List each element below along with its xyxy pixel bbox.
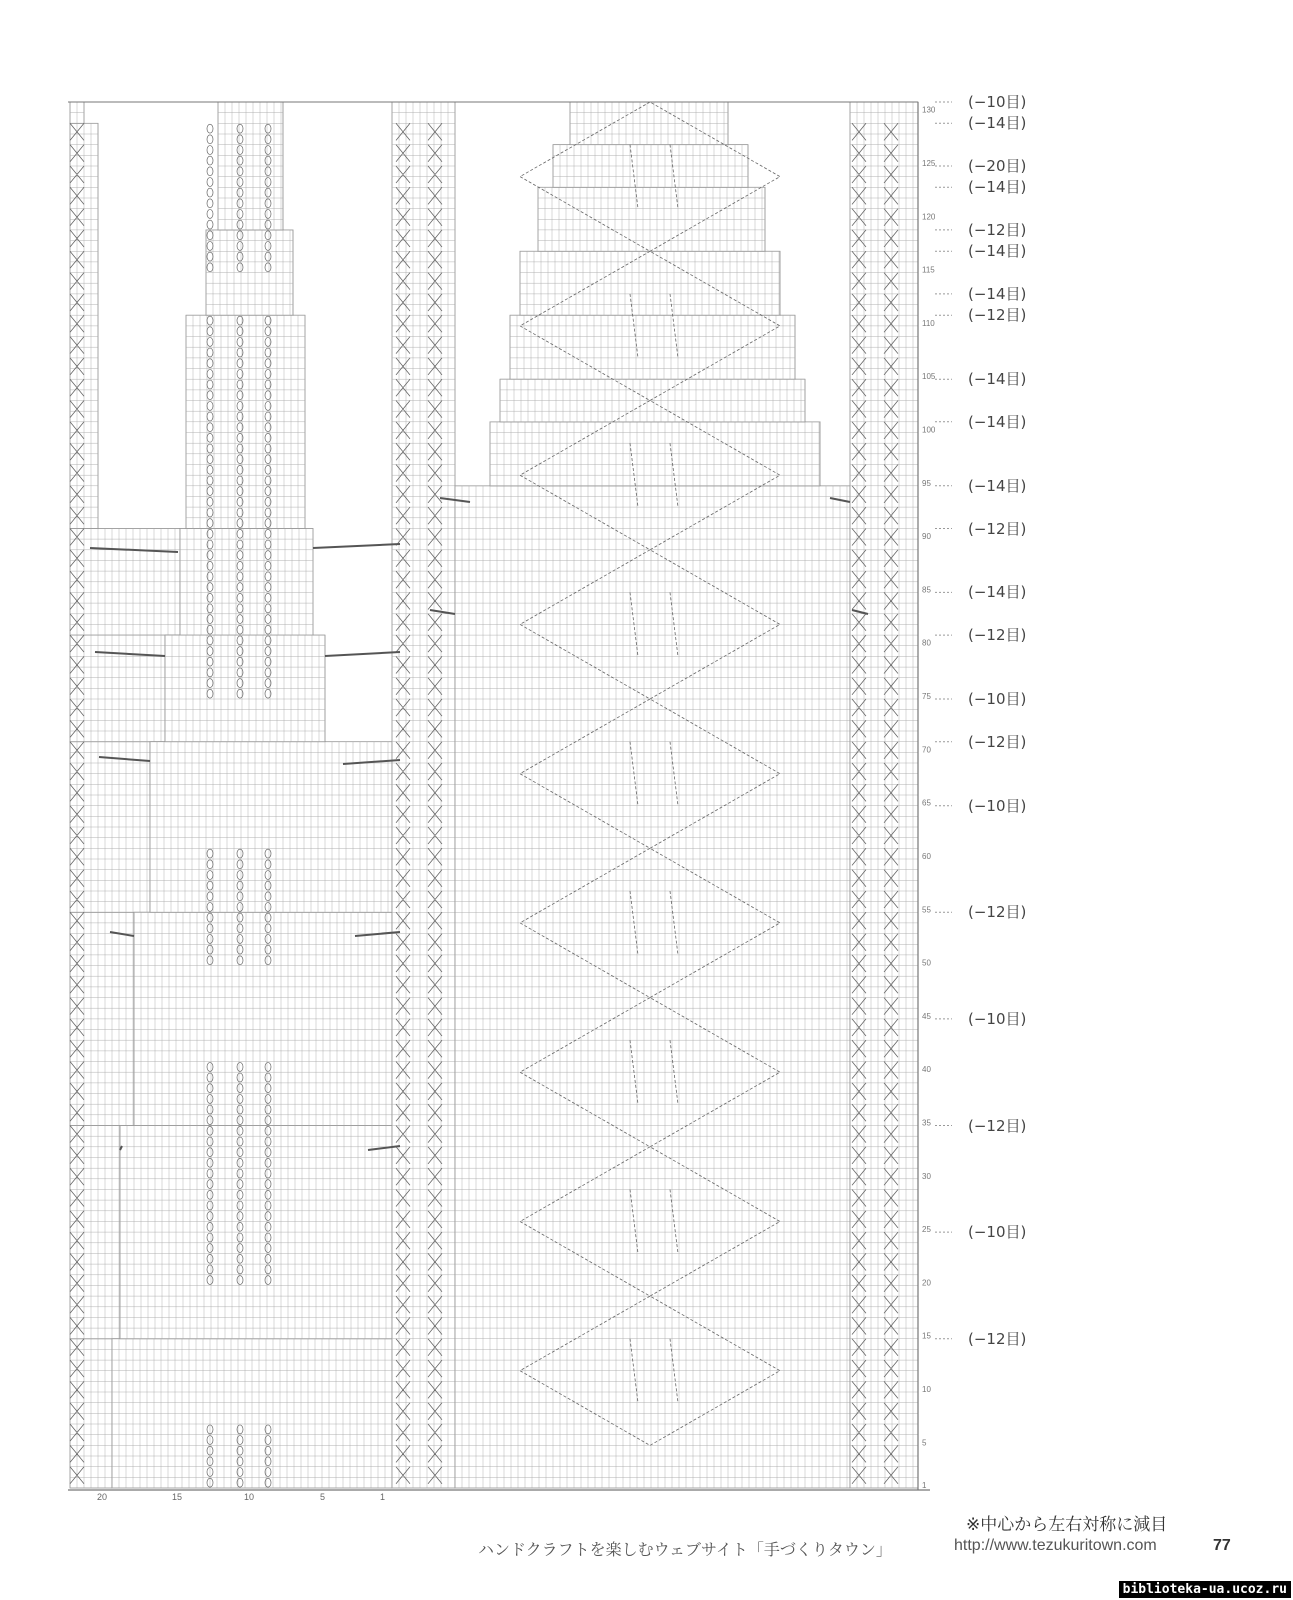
decrease-label: (−12目) — [968, 626, 1027, 645]
stitch-number: 20 — [97, 1492, 108, 1502]
row-number: 50 — [922, 958, 931, 968]
row-number: 30 — [922, 1171, 931, 1181]
stitch-number: 15 — [172, 1492, 183, 1502]
symmetry-note: ※中心から左右対称に減目 — [966, 1515, 1168, 1535]
decrease-label: (−14目) — [968, 114, 1027, 133]
row-number: 85 — [922, 585, 931, 595]
row-number: 5 — [922, 1438, 927, 1448]
footer-url[interactable]: http://www.tezukuritown.com — [954, 1537, 1157, 1554]
row-number: 55 — [922, 905, 931, 915]
panel-right-edge — [850, 102, 918, 1488]
panel-sleeve — [112, 102, 392, 1488]
decrease-label: (−14目) — [968, 412, 1027, 431]
decrease-label: (−10目) — [968, 690, 1027, 708]
row-number: 105 — [922, 372, 936, 382]
row-number: 1 — [922, 1481, 927, 1490]
footer-site-text: ハンドクラフトを楽しむウェブサイト「手づくりタウン」 — [478, 1540, 892, 1559]
row-number: 20 — [922, 1278, 931, 1288]
decrease-label: (−14目) — [968, 476, 1027, 495]
decrease-label: (−10目) — [968, 1009, 1027, 1028]
decrease-label: (−10目) — [968, 1223, 1027, 1242]
decrease-label: (−12目) — [968, 1329, 1027, 1348]
row-number: 130 — [922, 105, 936, 115]
row-number: 45 — [922, 1011, 931, 1021]
panel-body — [455, 102, 850, 1488]
row-number: 80 — [922, 638, 931, 648]
shaping-line-5 — [313, 544, 400, 548]
row-number: 75 — [922, 692, 931, 701]
stitch-number: 5 — [320, 1492, 326, 1502]
shaping-line-6 — [325, 652, 400, 656]
chart-grid — [70, 102, 918, 1488]
stitch-number: 1 — [380, 1492, 386, 1502]
decrease-label: (−12目) — [968, 519, 1027, 538]
row-number: 100 — [922, 425, 936, 435]
decrease-label: (−10目) — [968, 93, 1027, 111]
row-number: 120 — [922, 212, 936, 222]
row-number: 95 — [922, 478, 931, 488]
page-number: 77 — [1213, 1537, 1231, 1554]
row-number: 60 — [922, 852, 931, 861]
decrease-label: (−12目) — [968, 220, 1027, 239]
row-number: 40 — [922, 1065, 931, 1075]
stitch-number: 10 — [244, 1492, 255, 1502]
watermark: biblioteka-ua.ucoz.ru — [1119, 1581, 1291, 1598]
row-number: 65 — [922, 798, 931, 808]
decrease-label: (−14目) — [968, 370, 1027, 389]
row-number: 110 — [922, 318, 935, 328]
row-number: 10 — [922, 1385, 931, 1394]
decrease-label: (−12目) — [968, 1116, 1027, 1135]
row-number: 70 — [922, 745, 931, 755]
decrease-label: (−12目) — [968, 306, 1027, 325]
row-number: 15 — [922, 1331, 931, 1341]
decrease-label: (−12目) — [968, 903, 1027, 922]
decrease-label: (−12目) — [968, 732, 1027, 751]
decrease-label: (−14目) — [968, 284, 1027, 303]
decrease-label: (−10目) — [968, 796, 1027, 815]
decrease-label: (−14目) — [968, 583, 1027, 602]
decrease-label: (−20目) — [968, 157, 1027, 175]
row-number: 90 — [922, 532, 931, 542]
decrease-label: (−14目) — [968, 242, 1027, 261]
row-number: 125 — [922, 159, 936, 168]
row-number: 35 — [922, 1118, 931, 1128]
row-number: 115 — [922, 265, 935, 275]
row-number: 25 — [922, 1225, 931, 1235]
decrease-label: (−14目) — [968, 178, 1027, 197]
